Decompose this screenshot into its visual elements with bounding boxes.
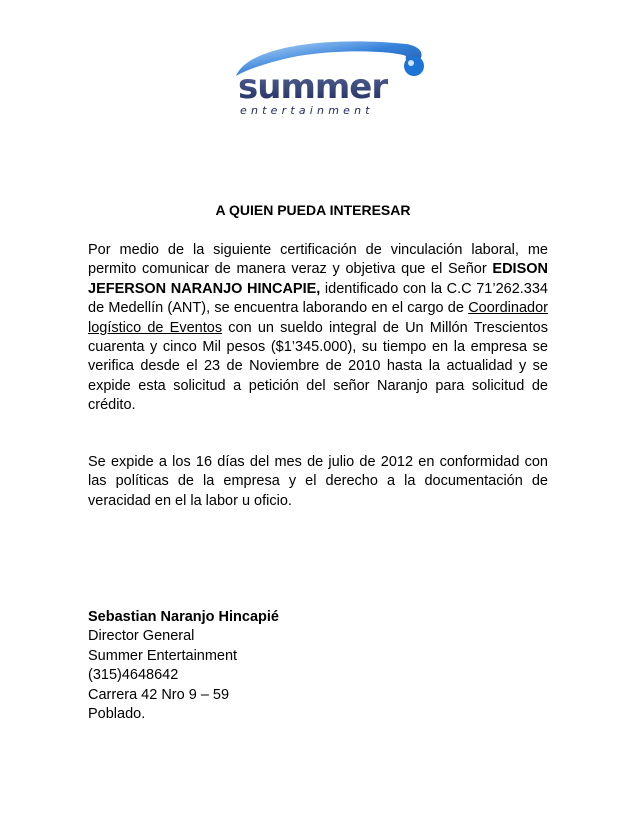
logo-brand-main: summer bbox=[238, 67, 388, 107]
signature-block bbox=[88, 608, 279, 724]
employee-role: Coordinador logístico de Eventos bbox=[88, 300, 548, 336]
paragraph1-text-c: con un sueldo integral de Un Millón Trescientos cuarenta y cinco Mil pesos ($1’345.000), su tiempo en la empresa se verifica desde el 23 de Noviembre de 2010 hasta la actualidad y se expide esta solicitud a petición del señor Naranjo para solicitud de crédito. bbox=[88, 319, 548, 414]
signer-position: Director General bbox=[88, 628, 195, 645]
signer-company: Summer Entertainment bbox=[88, 647, 238, 664]
signer-area: Poblado. bbox=[88, 706, 146, 723]
signer-address: Carrera 42 Nro 9 – 59 bbox=[88, 686, 230, 703]
logo-drop-icon bbox=[404, 56, 424, 76]
signer-name: Sebastian Naranjo Hincapié bbox=[88, 609, 279, 625]
employee-name: EDISON JEFERSON NARANJO HINCAPIE, bbox=[88, 261, 548, 297]
document-title: A QUIEN PUEDA INTERESAR bbox=[215, 202, 411, 218]
summer-entertainment-logo bbox=[228, 38, 428, 120]
paragraph1-text-b: identificado con la C.C 71’262.334 de Medellín (ANT), se encuentra laborando en el cargo de bbox=[88, 280, 548, 317]
signer-phone: (315)4648642 bbox=[88, 667, 179, 684]
paragraph-issuance: Se expide a los 16 días del mes de julio de 2012 en conformidad con las políticas de la empresa y el derecho a la documentación de veracidad en el la labor u oficio. bbox=[88, 454, 548, 509]
paragraph1-text-a: Por medio de la siguiente certificación de vinculación laboral, me permito comunicar de manera veraz y objetiva que el Señor bbox=[88, 242, 548, 278]
paragraph-certification bbox=[88, 241, 548, 416]
logo-brand-sub: entertainment bbox=[240, 104, 374, 117]
